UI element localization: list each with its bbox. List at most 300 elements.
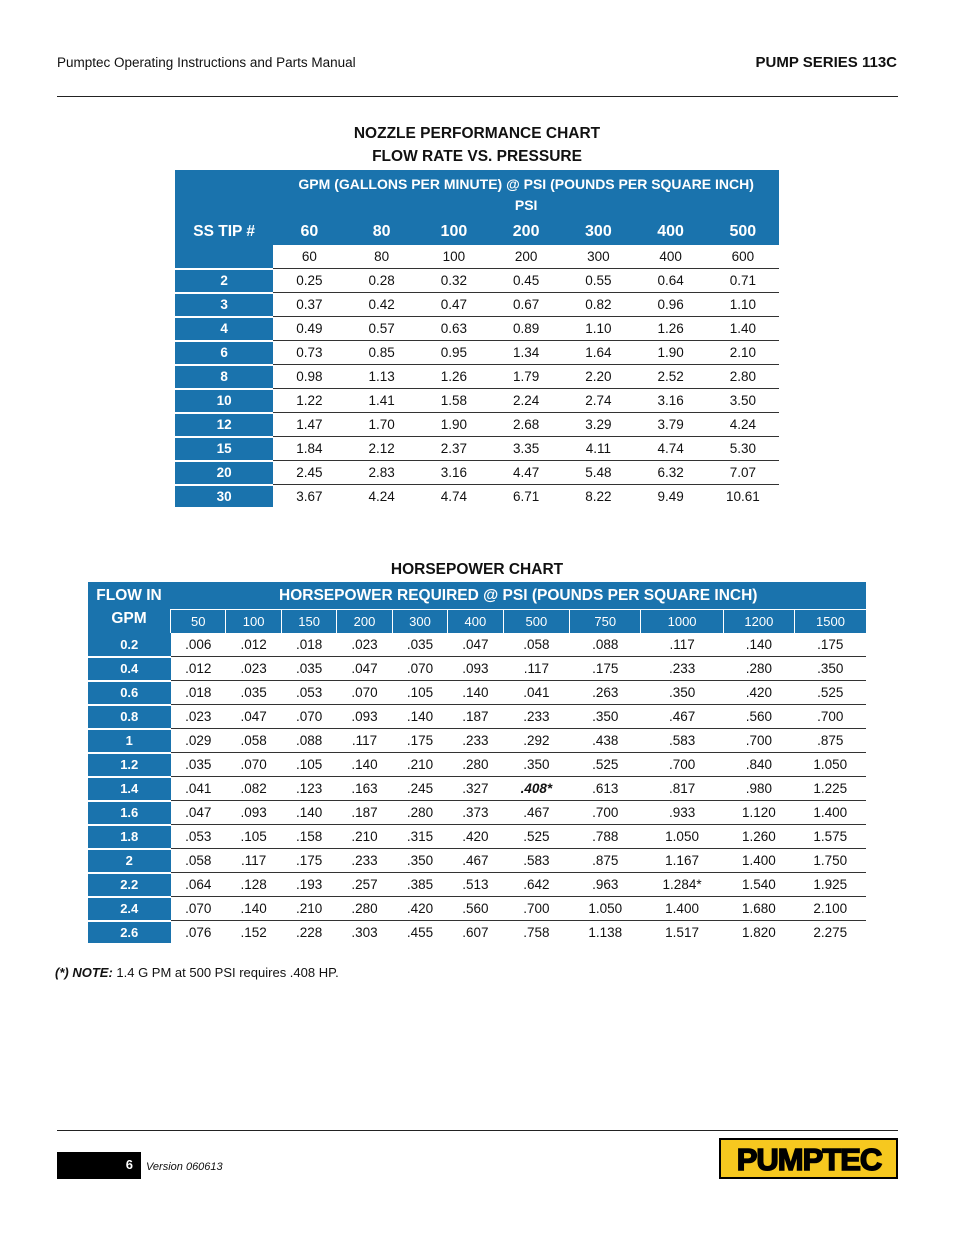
hp-value-cell: .525 [570, 753, 641, 777]
psi-header-400: 400 [634, 218, 706, 245]
flow-label-line2: GPM [111, 610, 147, 628]
hp-value-cell: .933 [641, 801, 723, 825]
hp-value-cell: 1.284* [641, 873, 723, 897]
hp-value-cell: .513 [448, 873, 503, 897]
flow-gpm-cell: 2.6 [88, 921, 171, 945]
gpm-value-cell: 4.24 [707, 413, 779, 437]
hp-value-cell: .700 [723, 729, 794, 753]
hp-value-cell: .467 [503, 801, 570, 825]
hp-value-cell: .467 [641, 705, 723, 729]
hp-value-cell: .041 [171, 777, 226, 801]
hp-value-cell: .035 [171, 753, 226, 777]
gpm-value-cell: 10.61 [725, 489, 760, 504]
table-row [88, 777, 866, 801]
hp-value-cell: .012 [226, 633, 281, 657]
table-row [88, 897, 866, 921]
gpm-value-cell: 0.98 [273, 365, 345, 389]
flow-gpm-cell: 0.8 [88, 705, 171, 729]
gpm-value-cell: 0.85 [346, 341, 418, 365]
gpm-value-cell: 2.68 [490, 413, 562, 437]
nozzle-title-line1: NOZZLE PERFORMANCE CHART [353, 125, 601, 142]
gpm-value-cell: 1.22 [273, 389, 345, 413]
hp-value-cell: .047 [448, 633, 503, 657]
hp-value-cell: 1.050 [570, 897, 641, 921]
flow-gpm-cell: 2.2 [88, 873, 171, 897]
nozzle-performance-table [175, 170, 779, 509]
flow-gpm-cell: 0.2 [88, 633, 171, 657]
hp-value-cell: .006 [171, 633, 226, 657]
table-row [88, 633, 866, 657]
gpm-value-cell: 6.32 [634, 461, 706, 485]
hp-value-cell: .280 [337, 897, 392, 921]
psi-subheader-cell: 300 [562, 245, 634, 269]
gpm-value-cell: 0.73 [273, 341, 345, 365]
hp-value-cell: .420 [723, 681, 794, 705]
hp-value-cell: .082 [226, 777, 281, 801]
hp-psi-header-200: 200 [337, 610, 392, 634]
hp-value-cell: .350 [570, 705, 641, 729]
hp-value-cell: 1.260 [723, 825, 794, 849]
gpm-value-cell: 1.58 [418, 389, 490, 413]
hp-value-cell: 1.575 [795, 825, 866, 849]
psi-subheader-cell: 60 [273, 245, 345, 269]
hp-value-cell: .963 [570, 873, 641, 897]
hp-value-cell: .187 [337, 801, 392, 825]
svg-text:PUMPTEC: PUMPTEC [736, 1142, 882, 1177]
gpm-value-cell: 7.07 [707, 461, 779, 485]
hp-value-cell: .613 [570, 777, 641, 801]
gpm-value-cell: 9.49 [657, 489, 684, 504]
hp-value-cell: 1.400 [641, 897, 723, 921]
gpm-value-cell: 0.82 [562, 293, 634, 317]
hp-value-cell: .420 [392, 897, 447, 921]
hp-value-cell: .303 [351, 925, 378, 940]
ss-tip-cell: 3 [175, 293, 273, 317]
psi-subheader-cell: 80 [346, 245, 418, 269]
psi-header-200: 200 [490, 218, 562, 245]
hp-psi-header-150: 150 [281, 610, 336, 634]
gpm-value-cell: 0.28 [346, 269, 418, 293]
gpm-value-cell: 3.67 [296, 489, 323, 504]
hp-value-cell: .233 [448, 729, 503, 753]
table-row [175, 293, 779, 317]
hp-value-cell: .163 [337, 777, 392, 801]
gpm-value-cell: 1.84 [273, 437, 345, 461]
hp-value-cell: .233 [641, 657, 723, 681]
footer-rule [57, 1130, 898, 1131]
hp-value-cell: .076 [185, 925, 212, 940]
hp-value-cell: .350 [503, 753, 570, 777]
gpm-value-cell: 4.47 [490, 461, 562, 485]
hp-value-cell: .023 [337, 633, 392, 657]
hp-value-cell: .117 [226, 849, 281, 873]
table-row [175, 485, 779, 509]
flow-gpm-cell: 2 [88, 849, 171, 873]
hp-value-cell: .560 [448, 897, 503, 921]
hp-value-cell: .140 [392, 705, 447, 729]
gpm-value-cell: 1.10 [562, 317, 634, 341]
hp-value-cell: .175 [570, 657, 641, 681]
hp-value-cell: .438 [570, 729, 641, 753]
flow-gpm-cell: 2.4 [88, 897, 171, 921]
gpm-value-cell: 2.12 [346, 437, 418, 461]
ss-tip-cell: 2 [175, 269, 273, 293]
hp-chart-title: HORSEPOWER CHART [390, 561, 564, 578]
horsepower-table [88, 582, 866, 945]
hp-value-cell: 1.225 [795, 777, 866, 801]
flow-gpm-cell: 1.4 [88, 777, 171, 801]
hp-value-cell: .315 [392, 825, 447, 849]
ss-tip-cell: 12 [175, 413, 273, 437]
flow-gpm-cell: 0.6 [88, 681, 171, 705]
flow-gpm-header [88, 582, 171, 633]
gpm-value-cell: 0.45 [490, 269, 562, 293]
hp-value-cell: .583 [641, 729, 723, 753]
hp-value-cell: .012 [171, 657, 226, 681]
gpm-value-cell: 3.35 [490, 437, 562, 461]
gpm-value-cell: 2.52 [634, 365, 706, 389]
hp-psi-header-100: 100 [226, 610, 281, 634]
gpm-value-cell: 2.83 [346, 461, 418, 485]
hp-value-cell: 1.050 [641, 825, 723, 849]
hp-value-cell: .327 [448, 777, 503, 801]
hp-value-cell: .023 [171, 705, 226, 729]
ss-tip-cell: 20 [175, 461, 273, 485]
table-row [88, 849, 866, 873]
hp-value-cell: .210 [392, 753, 447, 777]
gpm-value-cell: 5.30 [707, 437, 779, 461]
hp-value-cell: .070 [171, 897, 226, 921]
page-number: 6 [125, 1157, 133, 1172]
table-row [88, 753, 866, 777]
table-row [88, 657, 866, 681]
table-row [175, 365, 779, 389]
gpm-value-cell: 1.47 [273, 413, 345, 437]
gpm-value-cell: 2.20 [562, 365, 634, 389]
flow-label-line1: FLOW IN [96, 587, 162, 605]
flow-gpm-cell: 0.4 [88, 657, 171, 681]
gpm-value-cell: 2.45 [273, 461, 345, 485]
hp-value-cell: .070 [226, 753, 281, 777]
hp-value-cell: .035 [226, 681, 281, 705]
hp-value-cell: .607 [462, 925, 489, 940]
manual-title: Pumptec Operating Instructions and Parts Manual [57, 55, 356, 70]
gpm-value-cell: 3.79 [634, 413, 706, 437]
gpm-value-cell: 0.71 [707, 269, 779, 293]
hp-value-cell: .700 [795, 705, 866, 729]
hp-value-cell: .210 [337, 825, 392, 849]
hp-value-cell: .228 [295, 925, 323, 940]
gpm-value-cell: 0.89 [490, 317, 562, 341]
hp-value-cell: .980 [723, 777, 794, 801]
hp-value-cell: 1.167 [641, 849, 723, 873]
hp-value-cell: .140 [723, 633, 794, 657]
hp-value-cell: .053 [281, 681, 336, 705]
header-rule [57, 96, 898, 97]
gpm-value-cell: 4.74 [634, 437, 706, 461]
gpm-value-cell: 0.96 [634, 293, 706, 317]
gpm-value-cell: 0.49 [273, 317, 345, 341]
gpm-value-cell: 1.10 [707, 293, 779, 317]
hp-value-cell: .023 [226, 657, 281, 681]
gpm-value-cell: 3.50 [707, 389, 779, 413]
hp-value-cell: .408* [503, 777, 570, 801]
hp-value-cell: .175 [392, 729, 447, 753]
hp-value-cell: .233 [503, 705, 570, 729]
nozzle-title-line2: FLOW RATE VS. PRESSURE [372, 148, 582, 165]
hp-value-cell: .193 [281, 873, 336, 897]
hp-value-cell: .583 [503, 849, 570, 873]
gpm-label [273, 170, 779, 218]
gpm-value-cell: 1.13 [346, 365, 418, 389]
hp-value-cell: .018 [281, 633, 336, 657]
gpm-value-cell: 2.74 [562, 389, 634, 413]
hp-value-cell: .175 [281, 849, 336, 873]
hp-value-cell: .117 [641, 633, 723, 657]
footnote [55, 965, 339, 980]
psi-subheader-cell: 600 [707, 245, 779, 269]
hp-value-cell: .280 [448, 753, 503, 777]
hp-value-cell: .875 [795, 729, 866, 753]
psi-header-60: 60 [273, 218, 345, 245]
hp-value-cell: .105 [281, 753, 336, 777]
gpm-value-cell: 0.57 [346, 317, 418, 341]
flow-gpm-cell: 1.6 [88, 801, 171, 825]
table-row [88, 729, 866, 753]
gpm-value-cell: 0.47 [418, 293, 490, 317]
table-row [175, 413, 779, 437]
table-row [175, 437, 779, 461]
hp-value-cell: .053 [171, 825, 226, 849]
hp-value-cell: .128 [226, 873, 281, 897]
version-label: Version 060613 [146, 1161, 223, 1173]
hp-value-cell: .263 [570, 681, 641, 705]
hp-value-cell: .018 [171, 681, 226, 705]
ss-tip-cell: 30 [175, 485, 273, 509]
psi-subheader-cell: 200 [490, 245, 562, 269]
hp-value-cell: .093 [226, 801, 281, 825]
flow-gpm-cell: 1.8 [88, 825, 171, 849]
hp-value-cell: 1.400 [723, 849, 794, 873]
hp-value-cell: .070 [337, 681, 392, 705]
gpm-value-cell: 1.40 [707, 317, 779, 341]
hp-value-cell: 2.100 [795, 897, 866, 921]
hp-value-cell: .093 [337, 705, 392, 729]
hp-value-cell: .152 [240, 925, 267, 940]
gpm-value-cell: 1.70 [346, 413, 418, 437]
hp-value-cell: .560 [723, 705, 794, 729]
hp-value-cell: .035 [281, 657, 336, 681]
hp-value-cell: .840 [723, 753, 794, 777]
gpm-value-cell: 3.16 [634, 389, 706, 413]
gpm-value-cell: 0.55 [562, 269, 634, 293]
table-row [175, 389, 779, 413]
hp-value-cell: .700 [503, 897, 570, 921]
hp-value-cell: 1.750 [795, 849, 866, 873]
gpm-value-cell: 8.22 [585, 489, 612, 504]
gpm-value-cell: 0.64 [634, 269, 706, 293]
ss-tip-cell: 6 [175, 341, 273, 365]
hp-value-cell: 1.820 [741, 925, 776, 940]
hp-psi-header-750: 750 [570, 610, 641, 634]
gpm-value-cell: 3.16 [418, 461, 490, 485]
hp-value-cell: .058 [226, 729, 281, 753]
hp-value-cell: .175 [795, 633, 866, 657]
hp-psi-header-500: 500 [503, 610, 570, 634]
gpm-value-cell: 5.48 [562, 461, 634, 485]
gpm-value-cell: 0.42 [346, 293, 418, 317]
hp-value-cell: .350 [392, 849, 447, 873]
hp-value-cell: .280 [392, 801, 447, 825]
psi-label-text: PSI [514, 197, 538, 213]
hp-value-cell: .041 [503, 681, 570, 705]
ss-tip-cell: 10 [175, 389, 273, 413]
hp-value-cell: .245 [392, 777, 447, 801]
page-number-bar [57, 1152, 141, 1179]
table-row [175, 341, 779, 365]
flow-gpm-cell: 1.2 [88, 753, 171, 777]
pump-series: PUMP SERIES 113C [755, 54, 897, 71]
note-label: (*) NOTE: [55, 965, 113, 980]
hp-value-cell: .875 [570, 849, 641, 873]
hp-value-cell: 1.050 [795, 753, 866, 777]
hp-value-cell: .280 [723, 657, 794, 681]
hp-value-cell: .140 [281, 801, 336, 825]
table-row [88, 921, 866, 945]
hp-value-cell: .105 [392, 681, 447, 705]
hp-value-cell: .292 [503, 729, 570, 753]
ss-tip-cell: 8 [175, 365, 273, 389]
hp-value-cell: .117 [503, 657, 570, 681]
gpm-value-cell: 4.24 [368, 489, 395, 504]
pumptec-logo-mark [721, 1140, 896, 1177]
gpm-value-cell: 3.29 [562, 413, 634, 437]
psi-subheader-cell: 100 [418, 245, 490, 269]
hp-value-cell: .158 [281, 825, 336, 849]
pumptec-logo [719, 1138, 898, 1179]
gpm-value-cell: 0.95 [418, 341, 490, 365]
hp-value-cell: .210 [281, 897, 336, 921]
hp-value-cell: .047 [337, 657, 392, 681]
gpm-value-cell: 1.90 [418, 413, 490, 437]
gpm-label-text: GPM (GALLONS PER MINUTE) @ PSI (POUNDS PER SQUARE INCH) [298, 176, 754, 192]
hp-value-cell: .525 [795, 681, 866, 705]
table-row [88, 705, 866, 729]
hp-value-cell: .187 [448, 705, 503, 729]
gpm-value-cell: 1.64 [562, 341, 634, 365]
gpm-value-cell: 6.71 [512, 489, 540, 504]
gpm-value-cell: 4.11 [562, 437, 634, 461]
gpm-value-cell: 2.37 [418, 437, 490, 461]
hp-required-header: HORSEPOWER REQUIRED @ PSI (POUNDS PER SQUARE INCH) [171, 582, 867, 610]
gpm-value-cell: 2.24 [490, 389, 562, 413]
hp-psi-header-1500: 1500 [795, 610, 866, 634]
hp-value-cell: 1.517 [665, 925, 699, 940]
note-text: 1.4 G PM at 500 PSI requires .408 HP. [112, 965, 339, 980]
hp-psi-header-1200: 1200 [723, 610, 794, 634]
gpm-value-cell: 1.34 [490, 341, 562, 365]
hp-value-cell: .140 [448, 681, 503, 705]
table-row [175, 461, 779, 485]
hp-value-cell: .117 [337, 729, 392, 753]
ss-tip-cell: 4 [175, 317, 273, 341]
gpm-value-cell: 0.67 [490, 293, 562, 317]
hp-value-cell: 1.120 [723, 801, 794, 825]
hp-value-cell: .233 [337, 849, 392, 873]
hp-value-cell: .758 [523, 925, 550, 940]
gpm-value-cell: 0.63 [418, 317, 490, 341]
gpm-value-cell: 2.10 [707, 341, 779, 365]
tip-blank-cell [175, 245, 273, 269]
hp-value-cell: .093 [448, 657, 503, 681]
hp-value-cell: .788 [570, 825, 641, 849]
nozzle-chart-title [0, 122, 954, 168]
hp-value-cell: 2.275 [813, 925, 848, 940]
table-row [175, 269, 779, 293]
hp-value-cell: 1.540 [723, 873, 794, 897]
hp-value-cell: .035 [392, 633, 447, 657]
hp-value-cell: .088 [281, 729, 336, 753]
hp-value-cell: .455 [406, 925, 434, 940]
ss-tip-header: SS TIP # [175, 218, 273, 245]
hp-value-cell: .350 [795, 657, 866, 681]
hp-value-cell: .467 [448, 849, 503, 873]
hp-value-cell: .700 [641, 753, 723, 777]
table-row [88, 825, 866, 849]
ss-tip-cell: 15 [175, 437, 273, 461]
hp-value-cell: .070 [281, 705, 336, 729]
hp-value-cell: .257 [337, 873, 392, 897]
hp-value-cell: .140 [337, 753, 392, 777]
hp-value-cell: .064 [171, 873, 226, 897]
hp-value-cell: .070 [392, 657, 447, 681]
table-row [88, 873, 866, 897]
hp-value-cell: .700 [570, 801, 641, 825]
gpm-value-cell: 0.37 [273, 293, 345, 317]
gpm-value-cell: 1.26 [418, 365, 490, 389]
gpm-value-cell: 1.26 [634, 317, 706, 341]
psi-header-500: 500 [707, 218, 779, 245]
hp-value-cell: .350 [641, 681, 723, 705]
hp-value-cell: 1.138 [588, 925, 623, 940]
gpm-value-cell: 1.90 [634, 341, 706, 365]
hp-value-cell: .105 [226, 825, 281, 849]
gpm-value-cell: 1.79 [490, 365, 562, 389]
hp-value-cell: .123 [281, 777, 336, 801]
hp-psi-header-400: 400 [448, 610, 503, 634]
hp-value-cell: .385 [392, 873, 447, 897]
nozzle-corner [175, 170, 273, 218]
gpm-value-cell: 1.41 [346, 389, 418, 413]
gpm-value-cell: 4.74 [440, 489, 468, 504]
hp-psi-header-300: 300 [392, 610, 447, 634]
gpm-value-cell: 0.32 [418, 269, 490, 293]
hp-value-cell: .047 [171, 801, 226, 825]
hp-value-cell: .058 [503, 633, 570, 657]
gpm-value-cell: 0.25 [273, 269, 345, 293]
hp-value-cell: .642 [503, 873, 570, 897]
table-row [88, 681, 866, 705]
table-row [88, 801, 866, 825]
hp-value-cell: .525 [503, 825, 570, 849]
hp-psi-header-1000: 1000 [641, 610, 723, 634]
hp-value-cell: .140 [226, 897, 281, 921]
gpm-value-cell: 2.80 [707, 365, 779, 389]
hp-value-cell: .373 [448, 801, 503, 825]
hp-value-cell: 1.925 [795, 873, 866, 897]
hp-value-cell: .058 [171, 849, 226, 873]
psi-header-100: 100 [418, 218, 490, 245]
